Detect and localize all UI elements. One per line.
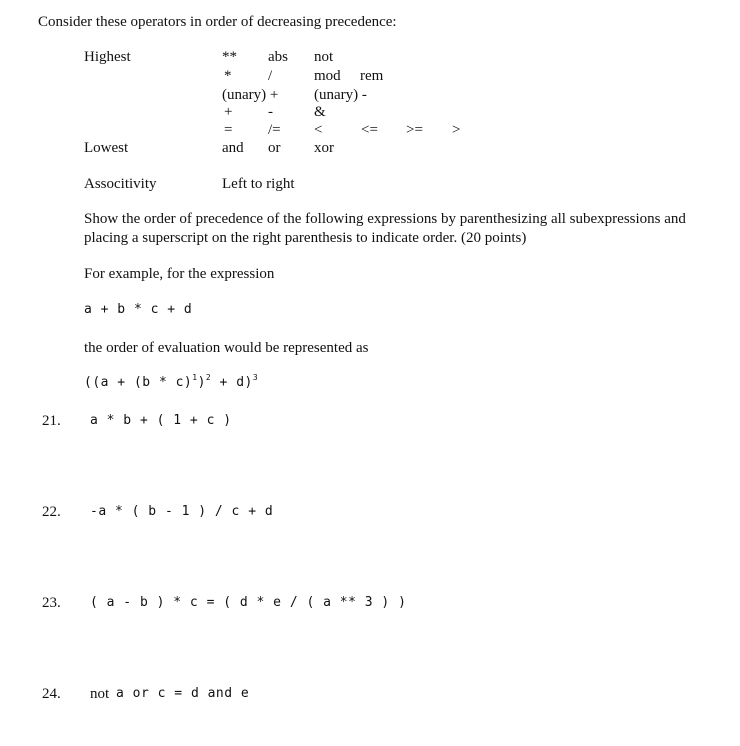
op-unary-plus: (unary) + [222,87,279,103]
question-number-21: 21. [42,413,61,429]
op-or: or [268,140,281,156]
question-expression-24: a or c = d and e [116,686,250,701]
lowest-label: Lowest [84,140,129,156]
order-superscript-3: 3 [252,373,259,382]
eval-part-2: ) [197,375,206,390]
op-power: ** [222,49,237,65]
question-expression-21: a * b + ( 1 + c ) [90,413,232,428]
instructions-text: Show the order of precedence of the following expressions by parenthesizing all subexpressions and placing a superscript on the right parenthesis to indicate order. (20 points) [84,211,686,246]
eval-part-1: ((a + (b * c) [84,375,193,390]
eval-part-3: + d) [211,375,253,390]
question-keyword-not: not [90,686,110,702]
op-abs: abs [268,49,288,65]
op-xor: xor [314,140,334,156]
op-concat: & [314,104,326,120]
intro-text: Consider these operators in order of decreasing precedence: [38,14,397,30]
highest-label: Highest [84,49,131,65]
question-number-23: 23. [42,595,61,611]
op-minus: - [268,104,273,120]
question-expression-22: -a * ( b - 1 ) / c + d [90,504,274,519]
example-expression: a + b * c + d [84,302,193,317]
evaluation-expression [84,374,258,392]
question-expression-23: ( a - b ) * c = ( d * e / ( a ** 3 ) ) [90,595,407,610]
associativity-value: Left to right [222,176,295,192]
op-unary-minus: (unary) - [314,87,367,103]
op-less: < [314,122,323,138]
op-and: and [222,140,244,156]
question-number-24: 24. [42,686,61,702]
op-multiply: * [224,68,232,84]
question-number-22: 22. [42,504,61,520]
op-greater: > [452,122,461,138]
order-superscript-2: 2 [205,373,212,382]
example-intro: For example, for the expression [84,266,275,282]
associativity-label: Associtivity [84,176,157,192]
op-plus: + [224,104,233,120]
op-not: not [314,49,334,65]
op-mod: mod [314,68,341,84]
op-equal: = [224,122,233,138]
evaluation-intro: the order of evaluation would be represented as [84,340,369,356]
order-superscript-1: 1 [192,373,198,382]
op-greater-equal: >= [406,122,423,138]
op-rem: rem [360,68,384,84]
op-divide: / [268,68,273,84]
op-less-equal: <= [361,122,378,138]
op-not-equal: /= [268,122,281,138]
